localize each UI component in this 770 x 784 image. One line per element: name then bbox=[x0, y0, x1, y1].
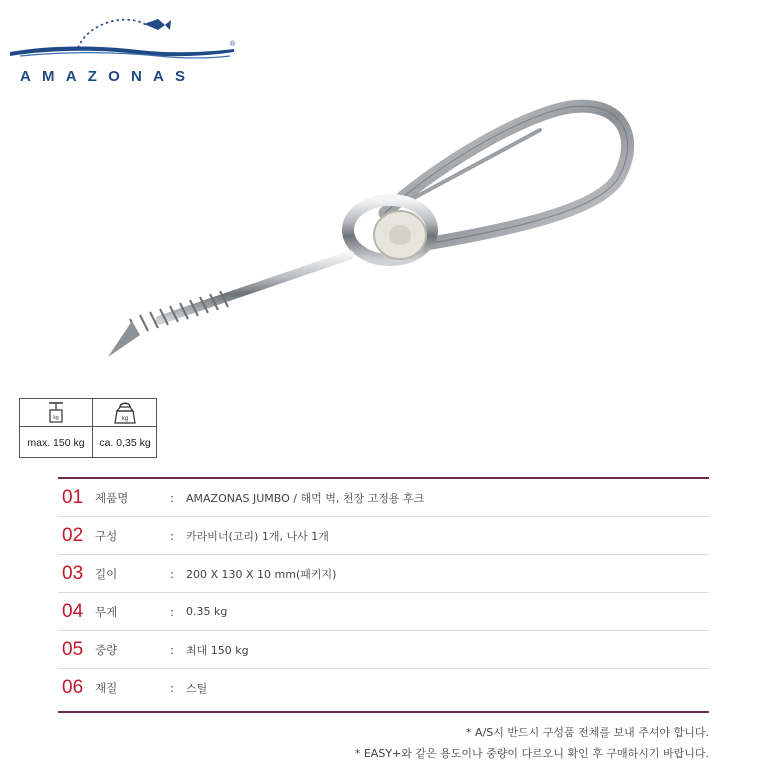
weight-label: ca. 0,35 kg bbox=[99, 436, 151, 449]
row-number: 05 bbox=[62, 638, 84, 660]
row-colon: : bbox=[170, 642, 174, 657]
note-as: * A/S시 반드시 구성품 전체를 보내 주셔야 합니다. bbox=[466, 726, 709, 739]
row-number: 04 bbox=[62, 600, 84, 622]
row-value: 카라비너(고리) 1개, 나사 1개 bbox=[186, 529, 329, 543]
max-load-icon-unit: kg bbox=[53, 414, 59, 421]
registered-mark: ® bbox=[230, 41, 236, 48]
weight-icon bbox=[113, 401, 137, 425]
max-load-icon bbox=[45, 401, 67, 425]
spec-row bbox=[58, 555, 709, 593]
logo-wave-icon bbox=[8, 12, 238, 68]
weight-icon-cell bbox=[93, 399, 157, 427]
weight-cell bbox=[93, 427, 157, 458]
max-load-icon-cell bbox=[20, 399, 93, 427]
spec-row bbox=[58, 631, 709, 669]
row-value: 200 X 130 X 10 mm(패키지) bbox=[186, 567, 337, 581]
row-value: 최대 150 kg bbox=[186, 643, 249, 657]
spec-row bbox=[58, 517, 709, 555]
row-number: 01 bbox=[62, 486, 84, 508]
row-label: 재질 bbox=[95, 681, 118, 695]
amazonas-logo bbox=[8, 12, 238, 85]
row-colon: : bbox=[170, 681, 174, 695]
row-number: 03 bbox=[62, 562, 84, 584]
spec-row bbox=[58, 479, 709, 517]
row-label: 길이 bbox=[95, 566, 118, 581]
row-label: 무게 bbox=[95, 604, 118, 619]
row-number: 02 bbox=[62, 524, 84, 546]
row-colon: : bbox=[170, 528, 174, 543]
spec-row bbox=[58, 593, 709, 631]
note-easy: * EASY+와 같은 용도이나 중량이 다르오니 확인 후 구매하시기 바랍니다. bbox=[354, 747, 709, 760]
max-load-cell bbox=[20, 427, 93, 458]
row-label: 중량 bbox=[95, 642, 118, 657]
row-number: 06 bbox=[62, 677, 84, 698]
row-value: 0.35 kg bbox=[186, 605, 228, 618]
row-colon: : bbox=[170, 566, 174, 581]
product-image bbox=[100, 95, 660, 375]
brand-name: AMAZONAS bbox=[20, 68, 197, 85]
weight-icon-unit: kg bbox=[121, 415, 129, 422]
row-value: 스틸 bbox=[186, 682, 208, 695]
row-label: 제품명 bbox=[95, 490, 129, 505]
row-label: 구성 bbox=[95, 528, 118, 543]
spec-icon-box bbox=[19, 398, 157, 458]
table-bottom-rule bbox=[58, 711, 709, 713]
spec-row bbox=[58, 669, 709, 707]
row-colon: : bbox=[170, 604, 174, 619]
row-colon: : bbox=[170, 490, 174, 505]
max-load-label: max. 150 kg bbox=[27, 436, 85, 449]
row-value: AMAZONAS JUMBO / 해먹 벽, 천장 고정용 후크 bbox=[186, 491, 425, 505]
